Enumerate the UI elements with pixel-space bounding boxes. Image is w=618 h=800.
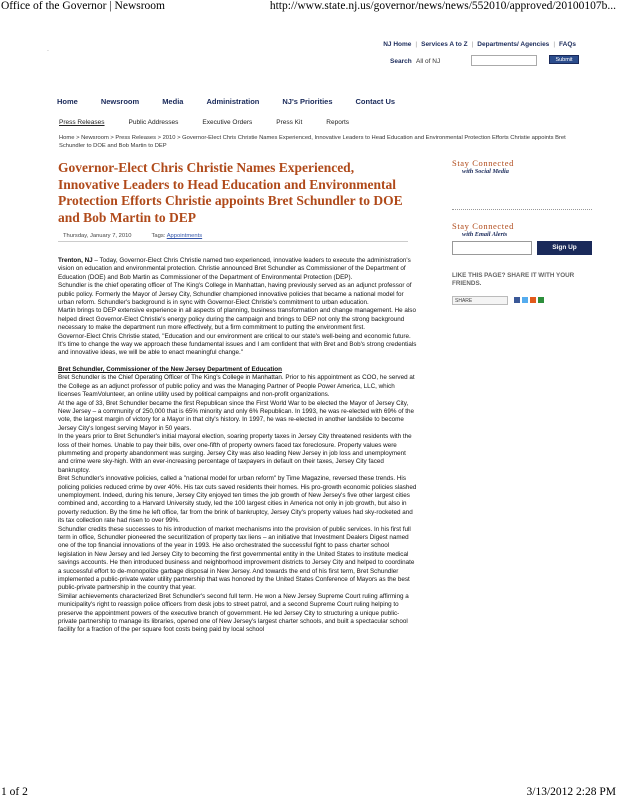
paragraph: Schundler credits these successes to his introduction of market mechanisms into the provision of public services. In his first full term in office, Schundler pioneered the securitization of property tax liens – an initiative that Investment Dealers Digest named one of the top financial innovations of the year in 1993. He also orchestrated the successful fight to pass charter school legislation in New Jersey and led Jersey City to becoming the first governmental entity in the United States to institute medical savings accounts. He then introduced business and neighborhood improvement districts to Jersey City and helped to coordinate a successful effort to de-monopolize garbage disposal in New Jersey. And towards the end of his first term, Bret Schundler implemented a public-private water utility partnership that was honored by the United States Conference of Mayors as the best public-private partnership in the country that year. xyxy=(58,525,415,592)
section-heading: Bret Schundler, Commissioner of the New Jersey Department of Education xyxy=(58,365,282,373)
social-media-link[interactable]: with Social Media xyxy=(462,168,509,175)
paragraph: Schundler is the chief operating officer of The King's College in Manhattan, having previously served as an adjunct professor of public policy. Formerly the Mayor of Jersey City, Schundler championed innovative policies that became a national model for urban reform. Schundler's background is in sync with Governor-Elect Christie's commitment to urban education. xyxy=(58,282,412,307)
paragraph: Similar achievements characterized Bret Schundler's second full term. He won a New Jersey Supreme Court ruling affirming a municipality's right to reassign police officers from desk jobs to street patrol, and a second Supreme Court ruling helping to preserve the appointment powers of the executive branch of government. He led Jersey City to structuring a unique public-private partnership to manage its libraries, opened one of New Jersey's largest charter schools, and built a spectacular school facility for a fraction of the per square foot costs being paid by local school xyxy=(58,592,409,634)
lead-paragraph xyxy=(58,257,417,282)
share-prompt: LIKE THIS PAGE? SHARE IT WITH YOUR FRIENDS. xyxy=(452,272,575,287)
divider xyxy=(58,241,408,242)
print-page-url: http://www.state.nj.us/governor/news/news/552010/approved/20100107b... xyxy=(269,0,616,12)
email-share-icon[interactable] xyxy=(530,297,536,303)
page-title: Governor-Elect Chris Christie Names Experienced, Innovative Leaders to Head Education and Environmental Protection Efforts Christie appoints Bret Schundler to DOE and Bob Martin to DEP xyxy=(58,160,403,225)
nav-home[interactable]: Home xyxy=(57,97,78,106)
search-label: Search xyxy=(390,58,412,65)
article-tags xyxy=(152,233,203,239)
email-field[interactable] xyxy=(452,241,532,255)
paragraph: Bret Schundler is the Chief Operating Officer of The King's College in Manhattan. Prior to his appointment as COO, he served at the College as an adjunct professor of public policy and was the Managing Partner of People Power America, LLC, which licenses TeamVolunteer, an online utility used by political campaigns and non-profit organizations. xyxy=(58,374,415,399)
sign-up-button[interactable]: Sign Up xyxy=(537,241,592,255)
nav-media[interactable]: Media xyxy=(162,97,184,106)
util-link-faqs[interactable]: FAQs xyxy=(559,41,576,48)
nav-newsroom[interactable]: Newsroom xyxy=(100,97,140,106)
paragraph: Bret Schundler's innovative policies, called a "national model for urban reform" by Time Magazine, reversed these trends. His policing policies reduced crime by over 40%. His tax cuts saved residents their homes. His pro-growth economic policies slashed unemployment. Indeed, during his tenure, Jersey City enjoyed ten times the job growth of New Jersey's five other largest cities combined and, according to a Harvard University study, led the 100 largest cities in America not only in job growth, but also in poverty reduction. By the time he left office, far from the brink of bankruptcy, Jersey City's property values had sky-rocketed and its tax collection rate had risen to over 99%. xyxy=(58,475,417,525)
email-signup xyxy=(452,241,592,255)
nav-administration[interactable]: Administration xyxy=(206,97,260,106)
print-timestamp: 3/13/2012 2:28 PM xyxy=(526,786,616,798)
search-submit-button[interactable]: Submit xyxy=(549,55,579,64)
email-alerts-link[interactable]: with Email Alerts xyxy=(462,231,508,238)
search-input[interactable] xyxy=(471,55,537,66)
tags-label: Tags: xyxy=(151,233,166,239)
print-header xyxy=(0,0,618,14)
twitter-icon[interactable] xyxy=(522,297,528,303)
paragraph: In the years prior to Bret Schundler's initial mayoral election, soaring property taxes in Jersey City threatened residents with the loss of their homes. Unable to pay their bills, over one-fifth of property owners faced tax foreclosure. Property values were plummeting and property abandonment was surging. Jersey City was also leading New Jersey in job loss and unemployment and crime were sky-high. With an ever-increasing percentage of taxpayers in default on their taxes, Jersey City faced bankruptcy. xyxy=(58,433,412,474)
tag-link-appointments[interactable]: Appointments xyxy=(166,233,203,239)
share-icons xyxy=(514,297,546,303)
main-nav xyxy=(57,97,418,106)
breadcrumb[interactable]: Home > Newsroom > Press Releases > 2010 > Governor-Elect Chris Christie Names Experienced, Innovative Leaders to Head Education and Environmental Protection Efforts Christie appoints Bret Schundler to DOE and Bob Martin to DEP xyxy=(59,135,566,149)
search-scope[interactable]: All of NJ xyxy=(416,58,441,65)
dot-mark: . xyxy=(47,46,49,53)
subnav-press-kit[interactable]: Press Kit xyxy=(276,119,303,126)
article-date: Thursday, January 7, 2010 xyxy=(63,233,132,239)
divider xyxy=(452,209,592,210)
util-link-nj-home[interactable]: NJ Home xyxy=(383,41,412,48)
share-widget xyxy=(452,296,592,305)
facebook-icon[interactable] xyxy=(514,297,520,303)
lead-text: – Today, Governor-Elect Chris Christie named two experienced, innovative leaders to execute the administration's vision on education and environmental protection. Christie announced Bret Schundler as Commissioner of the Department of Education (DOE) and Bob Martin as Commissioner of the Department of Environmental Protection (DEP). xyxy=(58,257,411,281)
nav-priorities[interactable]: NJ's Priorities xyxy=(282,97,333,106)
share-button[interactable] xyxy=(452,296,508,305)
utility-nav: NJ Home | Services A to Z | Departments/ Agencies | FAQs xyxy=(383,41,576,48)
subnav-public-addresses[interactable]: Public Addresses xyxy=(128,119,179,126)
paragraph: At the age of 33, Bret Schundler became the first Republican since the First World War to be elected the Mayor of Jersey City, New Jersey – a community of 250,000 that is 65% minority and only 6% Republican. In 1993, he was re-elected with 69% of the vote, the largest margin of victory for a Mayor in that city's history. In 1997, he was re-elected in another landslide to become Jersey City's longest serving Mayor in 50 years. xyxy=(58,399,414,432)
share-label: SHARE xyxy=(455,298,473,304)
util-link-services[interactable]: Services A to Z xyxy=(421,41,468,48)
print-footer xyxy=(0,786,618,800)
paragraph: Martin brings to DEP extensive experience in all aspects of planning, business transformation and change management. He also helped direct Governor-Elect Christie's energy policy during the campaign and brings to DEP not only the strong background necessary to make the department run more effectively, but a firm commitment to putting the environment first. xyxy=(58,307,416,332)
paragraph: Governor-Elect Chris Christie stated, "Education and our environment are critical to our state's well-being and economic future. It's time to change the way we approach these fundamental issues and I am confident that with Bret and Bob's strong credentials and innovative ideas, we will be able to enact meaningful change." xyxy=(58,332,417,357)
page-number: 1 of 2 xyxy=(1,786,28,798)
article-body xyxy=(58,257,417,635)
sub-nav xyxy=(59,119,373,126)
nav-contact[interactable]: Contact Us xyxy=(355,97,396,106)
search-bar xyxy=(390,55,580,69)
subnav-reports[interactable]: Reports xyxy=(326,119,350,126)
subnav-executive-orders[interactable]: Executive Orders xyxy=(202,119,253,126)
util-link-departments[interactable]: Departments/ Agencies xyxy=(477,41,550,48)
subnav-press-releases[interactable]: Press Releases xyxy=(59,119,105,126)
dateline: Trenton, NJ xyxy=(58,257,93,264)
sidebar xyxy=(452,158,592,304)
stay-connected-heading: Stay Connected xyxy=(452,221,514,231)
print-page-title: Office of the Governor | Newsroom xyxy=(1,0,165,12)
article-meta xyxy=(63,233,202,239)
stay-connected-heading: Stay Connected xyxy=(452,158,514,168)
more-share-icon[interactable] xyxy=(538,297,544,303)
